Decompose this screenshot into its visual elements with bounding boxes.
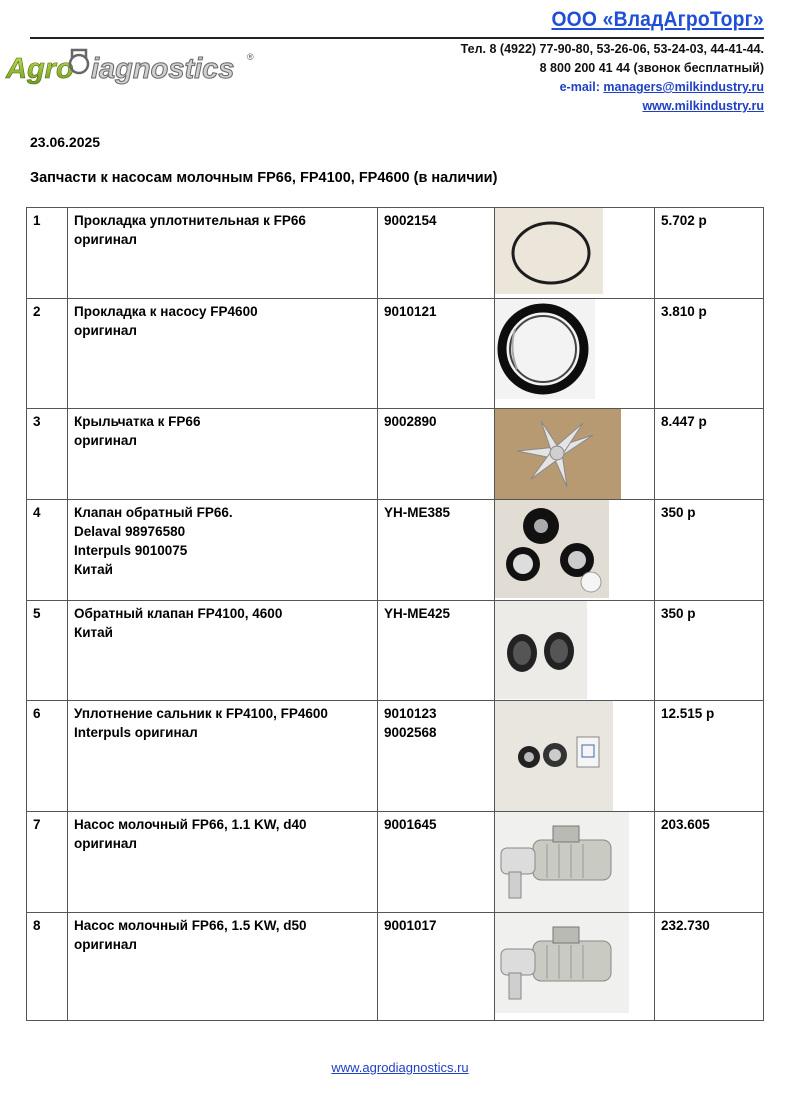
- email-line: [461, 78, 764, 97]
- contact-block: [461, 40, 764, 116]
- part-name: [68, 701, 378, 812]
- milk-pump-photo: [495, 812, 629, 912]
- part-code-line: 9010123: [384, 706, 437, 721]
- svg-text:iagnostics: iagnostics: [91, 53, 235, 85]
- part-name-line: оригинал: [74, 232, 137, 247]
- part-photo: [495, 601, 655, 701]
- table-row: [27, 208, 764, 299]
- part-price: 8.447 р: [655, 409, 764, 500]
- svg-text:®: ®: [247, 52, 254, 62]
- part-price: 203.605: [655, 812, 764, 913]
- part-name: [68, 812, 378, 913]
- table-row: [27, 500, 764, 601]
- part-name-line: оригинал: [74, 937, 137, 952]
- table-row: [27, 299, 764, 409]
- part-code-line: 9002568: [384, 725, 437, 740]
- part-name: [68, 409, 378, 500]
- svg-text:Agro: Agro: [6, 53, 74, 85]
- part-name-line: Delaval 98976580: [74, 524, 186, 539]
- part-name-line: Interpuls оригинал: [74, 725, 198, 740]
- part-code-line: 9010121: [384, 304, 437, 319]
- part-code: [378, 409, 495, 500]
- part-name-line: Уплотнение сальник к FP4100, FP4600: [74, 706, 328, 721]
- part-price: 350 р: [655, 500, 764, 601]
- part-code-line: 9001645: [384, 817, 437, 832]
- part-price: 12.515 р: [655, 701, 764, 812]
- table-row: [27, 701, 764, 812]
- row-number: 8: [27, 913, 68, 1021]
- impeller-photo: [495, 409, 621, 499]
- document-title: Запчасти к насосам молочным FP66, FP4100, FP4600 (в наличии): [30, 170, 498, 186]
- part-code: [378, 208, 495, 299]
- row-number: 7: [27, 812, 68, 913]
- part-price: 5.702 р: [655, 208, 764, 299]
- part-price: 3.810 р: [655, 299, 764, 409]
- part-name-line: Китай: [74, 625, 113, 640]
- milk-pump-photo: [495, 913, 629, 1013]
- part-code-line: YH-ME385: [384, 505, 451, 520]
- email-label: e-mail:: [559, 80, 604, 94]
- part-price: 350 р: [655, 601, 764, 701]
- footer-website-link[interactable]: www.agrodiagnostics.ru: [331, 1060, 469, 1075]
- part-name-line: Interpuls 9010075: [74, 543, 188, 558]
- table-row: [27, 913, 764, 1021]
- o-ring-gasket-photo: [495, 208, 603, 294]
- part-name-line: Китай: [74, 562, 113, 577]
- row-number: 3: [27, 409, 68, 500]
- footer: [0, 1060, 800, 1075]
- part-code: [378, 913, 495, 1021]
- part-name: [68, 601, 378, 701]
- part-name: [68, 299, 378, 409]
- part-photo: [495, 409, 655, 500]
- part-code-line: 9002154: [384, 213, 437, 228]
- table-row: [27, 409, 764, 500]
- free-phone: 8 800 200 41 44 (звонок бесплатный): [539, 61, 764, 75]
- part-photo: [495, 913, 655, 1021]
- part-code: [378, 299, 495, 409]
- part-code-line: 9001017: [384, 918, 437, 933]
- part-code: [378, 500, 495, 601]
- check-valve-pair-photo: [495, 601, 587, 699]
- document-date: 23.06.2025: [30, 134, 101, 150]
- parts-table: [26, 207, 764, 1021]
- row-number: 6: [27, 701, 68, 812]
- table-row: [27, 812, 764, 913]
- part-name-line: Насос молочный FP66, 1.5 KW, d50: [74, 918, 307, 933]
- part-name-line: оригинал: [74, 433, 137, 448]
- part-name-line: Обратный клапан FP4100, 4600: [74, 606, 283, 621]
- part-code-line: YH-ME425: [384, 606, 451, 621]
- part-photo: [495, 701, 655, 812]
- part-code: [378, 812, 495, 913]
- part-name-line: Крыльчатка к FP66: [74, 414, 201, 429]
- header-divider: [30, 37, 764, 39]
- website-link[interactable]: www.milkindustry.ru: [642, 99, 764, 113]
- row-number: 5: [27, 601, 68, 701]
- part-name-line: Прокладка уплотнительная к FP66: [74, 213, 306, 228]
- part-photo: [495, 299, 655, 409]
- email-link[interactable]: managers@milkindustry.ru: [603, 80, 764, 94]
- part-name-line: оригинал: [74, 836, 137, 851]
- part-name: [68, 500, 378, 601]
- check-valve-set-photo: [495, 500, 609, 598]
- part-code: [378, 701, 495, 812]
- part-name-line: Прокладка к насосу FP4600: [74, 304, 258, 319]
- agrodiagnostics-logo: [4, 46, 260, 90]
- part-name-line: Насос молочный FP66, 1.1 KW, d40: [74, 817, 307, 832]
- part-photo: [495, 208, 655, 299]
- part-price: 232.730: [655, 913, 764, 1021]
- part-photo: [495, 812, 655, 913]
- part-photo: [495, 500, 655, 601]
- part-name: [68, 208, 378, 299]
- row-number: 1: [27, 208, 68, 299]
- table-row: [27, 601, 764, 701]
- row-number: 2: [27, 299, 68, 409]
- part-code-line: 9002890: [384, 414, 437, 429]
- part-name: [68, 913, 378, 1021]
- part-code: [378, 601, 495, 701]
- shaft-seal-photo: [495, 701, 613, 811]
- row-number: 4: [27, 500, 68, 601]
- phone-numbers: Тел. 8 (4922) 77-90-80, 53-26-06, 53-24-03, 44-41-44.: [460, 42, 764, 56]
- pump-gasket-photo: [495, 299, 595, 399]
- part-name-line: оригинал: [74, 323, 137, 338]
- part-name-line: Клапан обратный FP66.: [74, 505, 233, 520]
- company-name[interactable]: ООО «ВладАгроТорг»: [551, 8, 764, 31]
